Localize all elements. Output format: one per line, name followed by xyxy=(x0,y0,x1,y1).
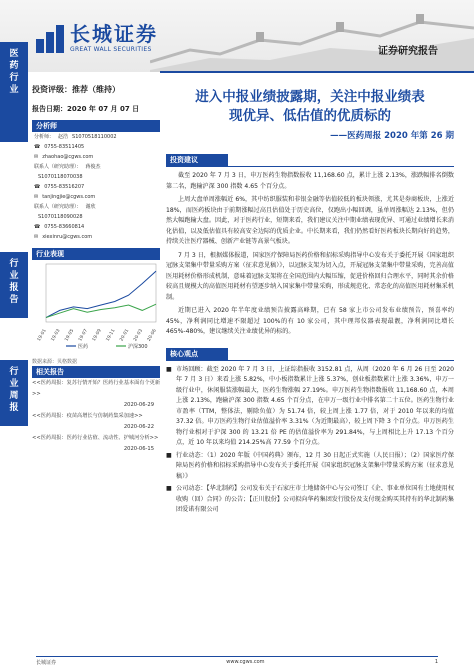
industry-performance-chart xyxy=(32,248,160,365)
related-report-link[interactable]: <<医药周报：医药行业估值、流动性、护城河分析>> xyxy=(32,435,159,441)
section-investment-advice: 投资建议 xyxy=(166,154,228,166)
analyst-section-title: 分析师 xyxy=(32,120,160,132)
related-report-date: 2020-06-22 xyxy=(123,424,154,430)
analyst-row: 联系人（研究助理）： 谢欣 xyxy=(34,204,96,210)
related-reports-list xyxy=(32,378,160,455)
bullet-square-icon: ■ xyxy=(166,365,172,373)
section-divider xyxy=(166,360,454,361)
analyst-row: ☎ 0755-83660814 xyxy=(34,224,85,230)
bullet-market-review: ■ 市场回顾：截至 2020 年 7 月 3 日，上证综指报收 3152.81 点，从周（2020 年 6 月 26 日至 2020 年 7 月 3 日）来看上涨 5.82%，中小板指数累计上涨 5.37%，创业板指数累计上涨 3.36%，申万一级行业中，休闲服装涨幅最大，医药生物涨幅 27.19%。申万医药生物指数报收 11,168.60 点，本周上涨 2.13%，跑输沪深 300 指数 4.65 个百分点，在申万一级行业中排名第二十五位。医药生物行业市盈率（TTM，整体法，剔除负值）为 51.74 倍，较上周上涨 1.77 倍，对于 2010 年以来的均值 37.32 倍。申万医药生物行业估值溢价率 3.31%（为近期最高），较上周下降 3 个百分点。申万医药生物行业相对于沪深 300 的 13.21 倍 PE 的估值溢价率为 291.84%，与上周相比上升 17.13 个百分点，近 10 年以来均值 214.25%高 77.59 个百分点。 xyxy=(166,365,454,446)
paragraph: 近期已进入 2020 年半年度业绩预告披露高峰期，已有 58 家上市公司发布业绩预告，预喜率约 45%，净利润同比增速不限超过 100%的有 10 家公司，其中理邦仪器表现最靓，净利润同比增长 465%-480%，建议继续关注业绩优异的标的。 xyxy=(166,307,454,335)
category-sidebar xyxy=(0,42,28,670)
bullet-square-icon: ■ xyxy=(166,485,172,492)
sidebar-block-weekly: 行 业 周 报 xyxy=(0,360,28,426)
related-report-link[interactable]: <<医药周报：复苏行情开始？医药行业基本面有个更新>> xyxy=(32,380,161,397)
chart-plot-area xyxy=(46,264,156,322)
report-title-line2: 现优异、低估值的优质标的 xyxy=(229,108,391,124)
series-line-0 xyxy=(46,271,156,317)
x-tick-label: 20-01 xyxy=(119,328,131,343)
analyst-row: ✉ xiexinru@cgws.com xyxy=(34,234,93,240)
related-report-link[interactable]: <<医药周报：疫苗高增长与仿制药集采加速>> xyxy=(32,413,143,419)
header-divider xyxy=(160,71,474,73)
report-title-line1: 进入中报业绩披露期，关注中报业绩表 xyxy=(195,89,425,105)
page-footer xyxy=(36,656,438,666)
great-wall-illustration xyxy=(150,0,474,72)
analyst-row: 联系人（研究助理）： 蒋俊杰 xyxy=(34,164,101,170)
x-tick-label: 19-05 xyxy=(64,328,76,343)
report-type-label: 证券研究报告 xyxy=(378,46,438,57)
x-tick-label: 20-03 xyxy=(133,328,144,343)
logo-name-en: GREAT WALL SECURITIES xyxy=(70,46,152,53)
page-header xyxy=(0,0,474,72)
sidebar-block-report: 行 业 报 告 xyxy=(0,252,28,318)
x-tick-label: 19-01 xyxy=(36,328,48,343)
section-core-views: 核心观点 xyxy=(166,348,228,360)
x-tick-label: 19-03 xyxy=(50,328,62,343)
left-info-column xyxy=(32,84,160,455)
bullet-square-icon: ■ xyxy=(166,451,172,459)
analyst-row: ☎ 0755-83511405 xyxy=(34,144,85,150)
footer-company: 长城证券 xyxy=(36,660,57,666)
analyst-row: S1070118090028 xyxy=(38,214,83,220)
analyst-list xyxy=(32,132,160,242)
analyst-row: ✉ zhaohao@cgws.com xyxy=(34,154,94,160)
paragraph: 上周大盘单周涨幅近 6%，其中纺织服装和非银金融等估值较低的板块领涨，尤其是券商板块，上涨近 18%，而医药板块由于前期涨幅过高且估值处于历史高位，仅跑出小幅回调，虽单周涨幅达 2.13%，但仍然大幅跑输大盘。因此，对于医药行业，短期来看，我们建议关注中期业绩表现优异、可通过业绩增长来消化估值，以及低估值具有较高安全边际的优质企业。中长期来看，我们仍然看好医药板块长期向好的趋势，持续关注医疗器械、创新产业链等高景气板块。 xyxy=(166,196,454,245)
report-subtitle: ——医药周报 2020 年第 26 期 xyxy=(330,131,454,141)
logo-name-cn: 长城证券 xyxy=(70,22,158,46)
x-tick-label: 20-06 xyxy=(146,328,158,343)
analyst-row: S1070118070038 xyxy=(38,174,83,180)
logo-mark-icon xyxy=(36,25,64,53)
paragraph: 截至 2020 年 7 月 3 日，申万医药生物指数报收 11,168.60 点，累计上涨 2.13%，涨跌幅排名倒数第二名，跑输沪深 300 指数 4.65 个百分点。 xyxy=(166,172,454,190)
main-content xyxy=(166,88,454,518)
analyst-row: ☎ 0755-83516207 xyxy=(34,184,85,190)
x-tick-label: 19-11 xyxy=(105,328,117,343)
footer-website[interactable]: www.cgws.com xyxy=(226,659,265,665)
performance-line-chart xyxy=(32,260,160,352)
x-tick-label: 19-09 xyxy=(91,328,103,343)
section-divider xyxy=(166,166,454,167)
investment-rating: 投资评级：推荐（维持） xyxy=(32,85,120,94)
bullet-company-news: ■ 公司动态：【华北制药】公司发布关于石家庄市土地储备中心与公司签订《企、事业单位国有土地使用权收购（回）合同》的公告；【正川股份】公司拟向华药集团发行股份及支付现金购买其持有的华北制药集团爱诺有限公司 xyxy=(166,485,454,513)
related-report-date: 2020-06-29 xyxy=(123,402,154,408)
analyst-row: ✉ tanjingjie@cgws.com xyxy=(34,194,96,200)
related-report-date: 2020-06-15 xyxy=(123,446,154,452)
chart-source: 数据来源：贝格数据 xyxy=(32,359,78,365)
related-reports-title: 相关报告 xyxy=(32,366,160,378)
report-date: 报告日期：2020 年 07 月 07 日 xyxy=(32,105,140,113)
x-tick-label: 19-07 xyxy=(78,328,89,343)
company-logo xyxy=(36,24,158,53)
paragraph: 7 月 3 日，根据媒体报道，国家医疗保障局医药价格和招标采购指导中心发布关于委托开展《国家组织冠脉支架集中带量采购方案（征求意见稿）》，以冠脉支架为切入点，开展冠脉支架集中带量采购，完善高值医用耗材价格形成机制，意味着冠脉支架将在全国范围内大幅压缩，促进价格回归合理水平，同时其余价格较高且规模大的高值医用耗材有望逐步纳入国家集中带量采购，形成规范化、常态化的高值医用耗材集采机制。 xyxy=(166,251,454,301)
analyst-row: 分析师： 赵浩 S1070518110002 xyxy=(34,134,117,140)
legend-label: 沪深300 xyxy=(128,344,148,350)
page-number: 1 xyxy=(434,659,438,665)
legend-label: 医药 xyxy=(78,344,89,350)
sidebar-block-industry: 医 药 行 业 xyxy=(0,42,28,142)
series-line-1 xyxy=(46,304,156,317)
chart-title: 行业表现 xyxy=(32,248,160,260)
bullet-industry-news: ■ 行业动态：（1）2020 年版《中国药典》颁布，12 月 30 日起正式实施（人民日报）；（2）国家医疗保障局医药价格和招标采购指导中心发布关于委托开展《国家组织冠脉支架集中带量采购方案（征求意见稿）》 xyxy=(166,451,454,480)
